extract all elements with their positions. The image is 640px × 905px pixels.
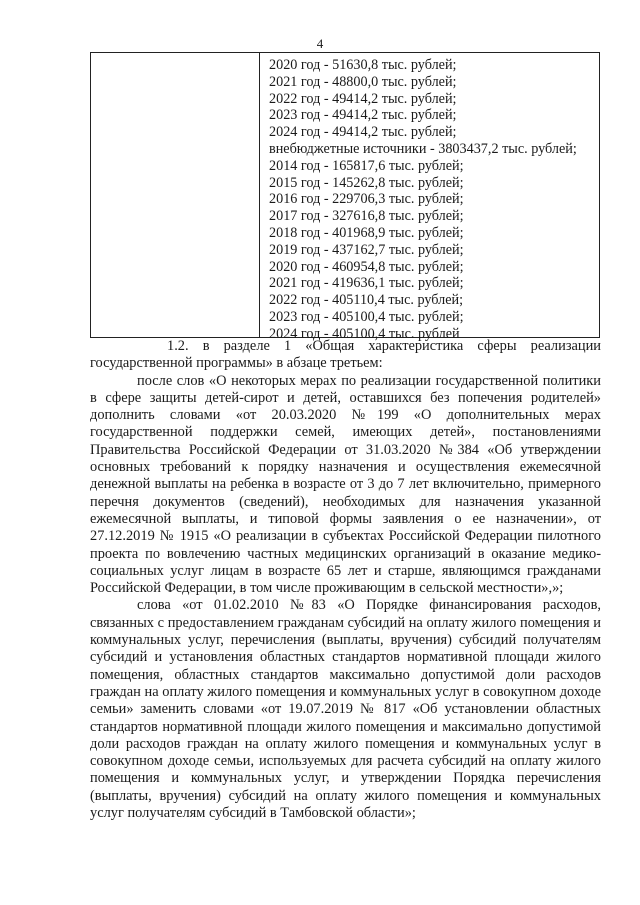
funding-line: 2015 год - 145262,8 тыс. рублей; [269,174,464,191]
funding-line: 2024 год - 49414,2 тыс. рублей; [269,124,457,141]
table-label-cell [91,53,260,337]
funding-line: 2020 год - 51630,8 тыс. рублей; [269,57,457,73]
funding-line: 2023 год - 49414,2 тыс. рублей; [269,107,457,124]
funding-line: 2018 год - 401968,9 тыс. рублей; [269,224,464,241]
paragraph-amendment-2: слова «от 01.02.2010 №83 «О Порядке финансирования расходов, связанных с предоставлением гражданам субсидий на оплату жилого помещения и коммунальных услуг, перечисления (выплаты, вручения) субсидий получателям субсидий и установления областных стандартов нормативной площади жилого помещения, областных стандартов максимально допустимой доли расходов граждан на оплату жилого помещения и коммунальных услуг в совокупном доходе семьи» заменить словами «от 19.07.2019 № 817 «Об установлении областных стандартов нормативной площади жилого помещения и максимально допустимой доли расходов граждан на оплату жилого помещения и коммунальных услуг в совокупном доходе семьи, используемых для расчета субсидий на оплату жилого помещения и коммунальных услуг, и утверждении Порядка перечисления (выплаты, вручения) субсидий на оплату жилого помещения и коммунальных услуг получателям субсидий в Тамбовской области»; [90,597,601,822]
funding-line: внебюджетные источники - 3803437,2 тыс. рублей; [269,140,577,157]
funding-line: 2019 год - 437162,7 тыс. рублей; [269,241,464,258]
funding-line: 2021 год - 419636,1 тыс. рублей; [269,275,464,292]
funding-line: 2021 год - 48800,0 тыс. рублей; [269,73,457,90]
funding-line: 2017 год - 327616,8 тыс. рублей; [269,208,464,225]
funding-table [90,52,600,342]
funding-line: 2022 год - 49414,2 тыс. рублей; [269,90,457,107]
funding-line: 2023 год - 405100,4 тыс. рублей; [269,308,464,325]
paragraph-amendment-1: после слов «О некоторых мерах по реализации государственной политики в сфере защиты детей-сирот и детей, оставшихся без попечения родителей» дополнить словами «от 20.03.2020 №199 «О дополнительных мерах государственной поддержки семей, имеющих детей», постановлениями Правительства Российской Федерации от 31.03.2020 №384 «Об утверждении основных требований к порядку назначения и осуществления ежемесячной денежной выплаты на ребенка в возрасте от 3 до 7 лет включительно, примерного перечня документов (сведений), необходимых для назначения указанной ежемесячной выплаты, и типовой формы заявления о ее назначении», от 27.12.2019 № 1915 «О реализации в субъектах Российской Федерации пилотного проекта по вовлечению частных медицинских организаций в оказание медико-социальных услуг лицам в возрасте 65 лет и старше, являющимся гражданами Российской Федерации, в том числе проживающим в сельской местности»,»; [90,372,601,597]
page-number: 4 [316,36,324,51]
funding-line: 2016 год - 229706,3 тыс. рублей; [269,191,464,208]
funding-line: 2020 год - 460954,8 тыс. рублей; [269,258,464,275]
document-body [90,338,601,822]
funding-line: 2022 год - 405110,4 тыс. рублей; [269,292,464,309]
table-funding-cell [260,53,599,342]
funding-line: 2014 год - 165817,6 тыс. рублей; [269,157,464,174]
section-heading: 1.2. в разделе 1 «Общая характеристика сферы реализации государственной программы» в абзаце третьем: [90,338,601,372]
funding-line: 2024 год - 405100,4 тыс. рублей [269,325,460,342]
